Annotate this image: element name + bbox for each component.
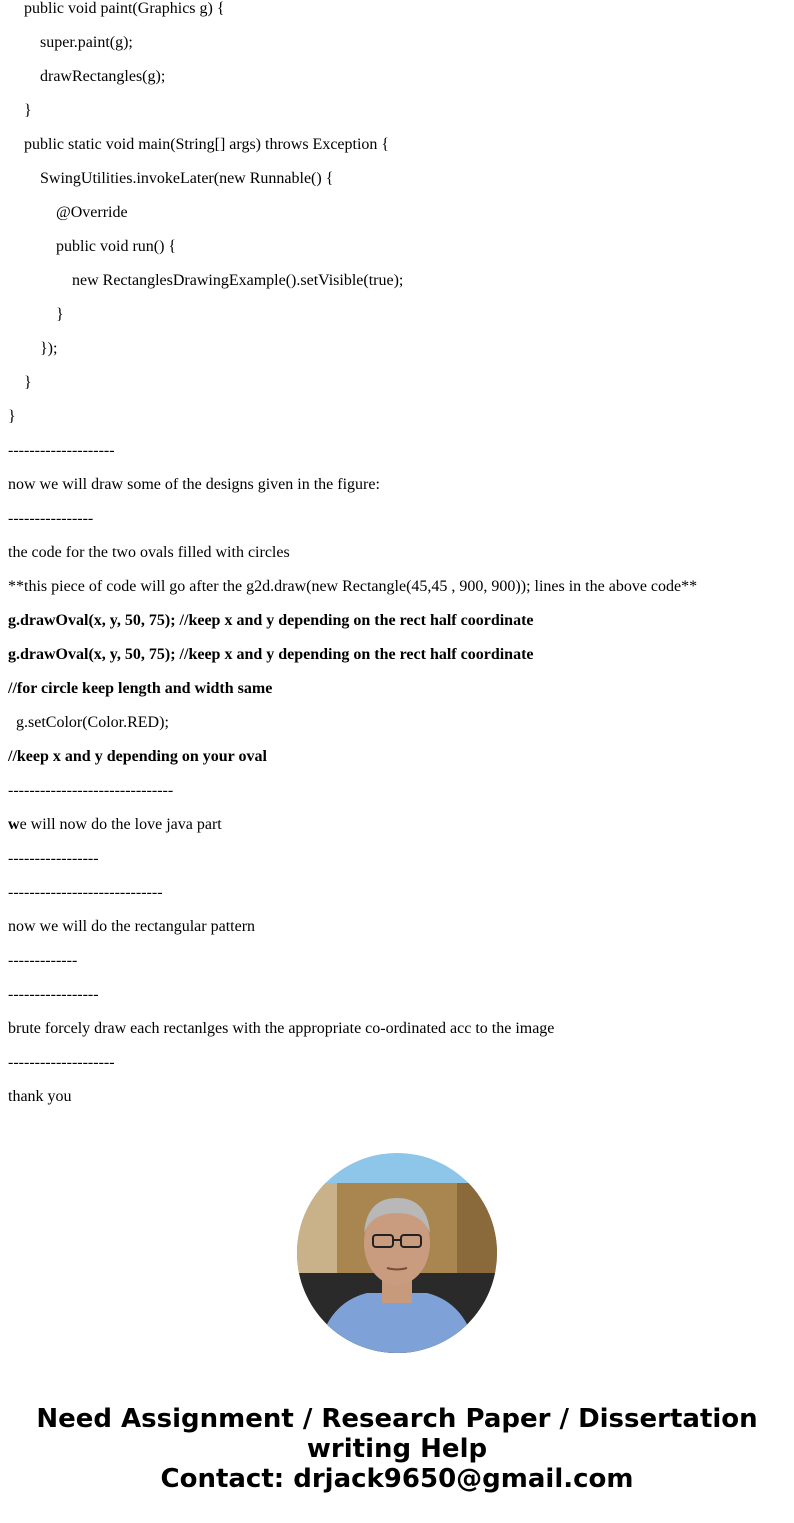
text-line: } (24, 374, 32, 391)
text-line: super.paint(g); (40, 34, 133, 51)
text-line: g.drawOval(x, y, 50, 75); //keep x and y depending on the rect half coordinate (8, 612, 534, 629)
text-line: public static void main(String[] args) throws Exception { (24, 136, 390, 153)
text-line: } (24, 102, 32, 119)
text-line: }); (40, 340, 58, 357)
text-line: public void run() { (56, 238, 177, 255)
text-line: g.drawOval(x, y, 50, 75); //keep x and y depending on the rect half coordinate (8, 646, 534, 663)
text-line (8, 808, 788, 842)
text-line: //keep x and y depending on your oval (8, 748, 267, 765)
text-line: ----------------- (8, 986, 99, 1003)
text-line: ----------------------------- (8, 884, 163, 901)
text-line: @Override (56, 204, 128, 221)
text-line: ---------------- (8, 510, 94, 527)
text-line: thank you (8, 1088, 72, 1105)
document-body (8, 0, 788, 1114)
text-line: } (56, 306, 64, 323)
text-line: public void paint(Graphics g) { (24, 0, 225, 17)
promo-line-2: writing Help (306, 1434, 488, 1464)
text-segment: e will now do the love java part (19, 816, 222, 833)
text-line: //for circle keep length and width same (8, 680, 273, 697)
text-line: now we will draw some of the designs given in the figure: (8, 476, 380, 493)
text-segment: w (8, 816, 20, 833)
author-photo (297, 1153, 497, 1353)
promo-line-1: Need Assignment / Research Paper / Dissertation (36, 1404, 758, 1434)
text-line: ------------- (8, 952, 78, 969)
text-line: g.setColor(Color.RED); (8, 714, 169, 731)
text-line: brute forcely draw each rectanlges with the appropriate co-ordinated acc to the image (8, 1020, 555, 1037)
text-line: drawRectangles(g); (40, 68, 166, 85)
text-line: ------------------------------- (8, 782, 174, 799)
text-line: **this piece of code will go after the g2d.draw(new Rectangle(45,45 , 900, 900)); lines in the above code** (8, 578, 698, 595)
text-line: the code for the two ovals filled with circles (8, 544, 290, 561)
text-line: -------------------- (8, 442, 115, 459)
text-line: now we will do the rectangular pattern (8, 918, 256, 935)
text-line: -------------------- (8, 1054, 115, 1071)
text-line: } (8, 408, 16, 425)
text-line: ----------------- (8, 850, 99, 867)
text-line: new RectanglesDrawingExample().setVisible(true); (72, 272, 404, 289)
promo-contact: Contact: drjack9650@gmail.com (160, 1464, 634, 1494)
promo-banner (0, 1404, 794, 1494)
text-line: SwingUtilities.invokeLater(new Runnable() { (40, 170, 334, 187)
